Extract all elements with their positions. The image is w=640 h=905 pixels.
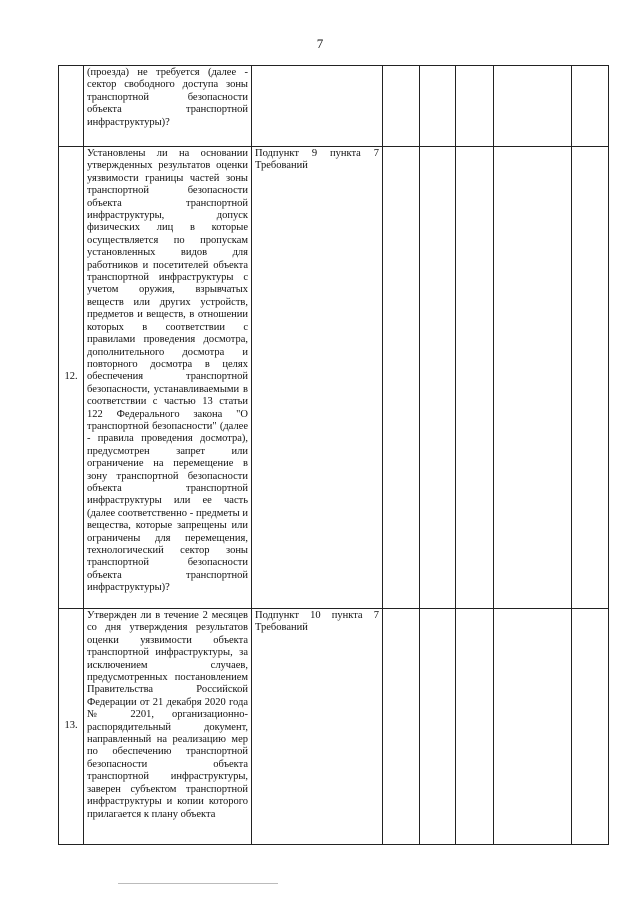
page-number: 7: [316, 36, 324, 51]
note-cell[interactable]: [494, 147, 572, 609]
extra-cell[interactable]: [572, 147, 609, 609]
answer-cell-no[interactable]: [420, 147, 456, 609]
answer-cell-no[interactable]: [420, 66, 456, 147]
extra-cell[interactable]: [572, 609, 609, 845]
row-number: [59, 66, 84, 147]
row-number: 12.: [59, 147, 84, 609]
requirement-reference: Подпункт 10 пункта 7 Требований: [252, 609, 383, 845]
extra-cell[interactable]: [572, 66, 609, 147]
row-number: 13.: [59, 609, 84, 845]
answer-cell-yes[interactable]: [383, 147, 420, 609]
checklist-table: [58, 65, 609, 845]
answer-cell-yes[interactable]: [383, 66, 420, 147]
question-text: Установлены ли на основании утвержденных результатов оценки уязвимости границы частей зоны транспортной безопасности объекта транспортной инфраструктуры, допуск физических лиц в которые осуществляется по пропускам установленных видов для работников и посетителей объекта транспортной инфраструктуры с учетом оружия, взрывчатых веществ или других устройств, предметов и веществ, в отношении которых в соответствии с правилами проведения досмотра, дополнительного досмотра и повторного досмотра в целях обеспечения транспортной безопасности, устанавливаемыми в соответствии с частью 13 статьи 122 Федерального закона "О транспортной безопасности" (далее - правила проведения досмотра), предусмотрен запрет или ограничение на перемещение в зону транспортной безопасности объекта транспортной инфраструктуры или ее часть (далее соответственно - предметы и вещества, которые запрещены или ограничены для перемещения, технологический сектор зоны транспортной безопасности объекта транспортной инфраструктуры)?: [84, 147, 252, 609]
table-row: [59, 609, 609, 845]
answer-cell-no[interactable]: [420, 609, 456, 845]
answer-cell-na[interactable]: [456, 66, 494, 147]
answer-cell-na[interactable]: [456, 147, 494, 609]
answer-cell-yes[interactable]: [383, 609, 420, 845]
note-cell[interactable]: [494, 609, 572, 845]
footer-divider: [118, 883, 278, 884]
requirement-reference: [252, 66, 383, 147]
requirement-reference: Подпункт 9 пункта 7 Требований: [252, 147, 383, 609]
table-row: [59, 66, 609, 147]
answer-cell-na[interactable]: [456, 609, 494, 845]
note-cell[interactable]: [494, 66, 572, 147]
question-text: (проезда) не требуется (далее - сектор свободного доступа зоны транспортной безопасности объекта транспортной инфраструктуры)?: [84, 66, 252, 147]
table-row: [59, 147, 609, 609]
question-text: Утвержден ли в течение 2 месяцев со дня утверждения результатов оценки уязвимости объекта транспортной инфраструктуры, за исключением случаев, предусмотренных постановлением Правительства Российской Федерации от 21 декабря 2020 года № 2201, организационно-распорядительный документ, направленный на реализацию мер по обеспечению транспортной безопасности объекта транспортной инфраструктуры, заверен субъектом транспортной инфраструктуры и копии которого прилагается к плану объекта: [84, 609, 252, 845]
